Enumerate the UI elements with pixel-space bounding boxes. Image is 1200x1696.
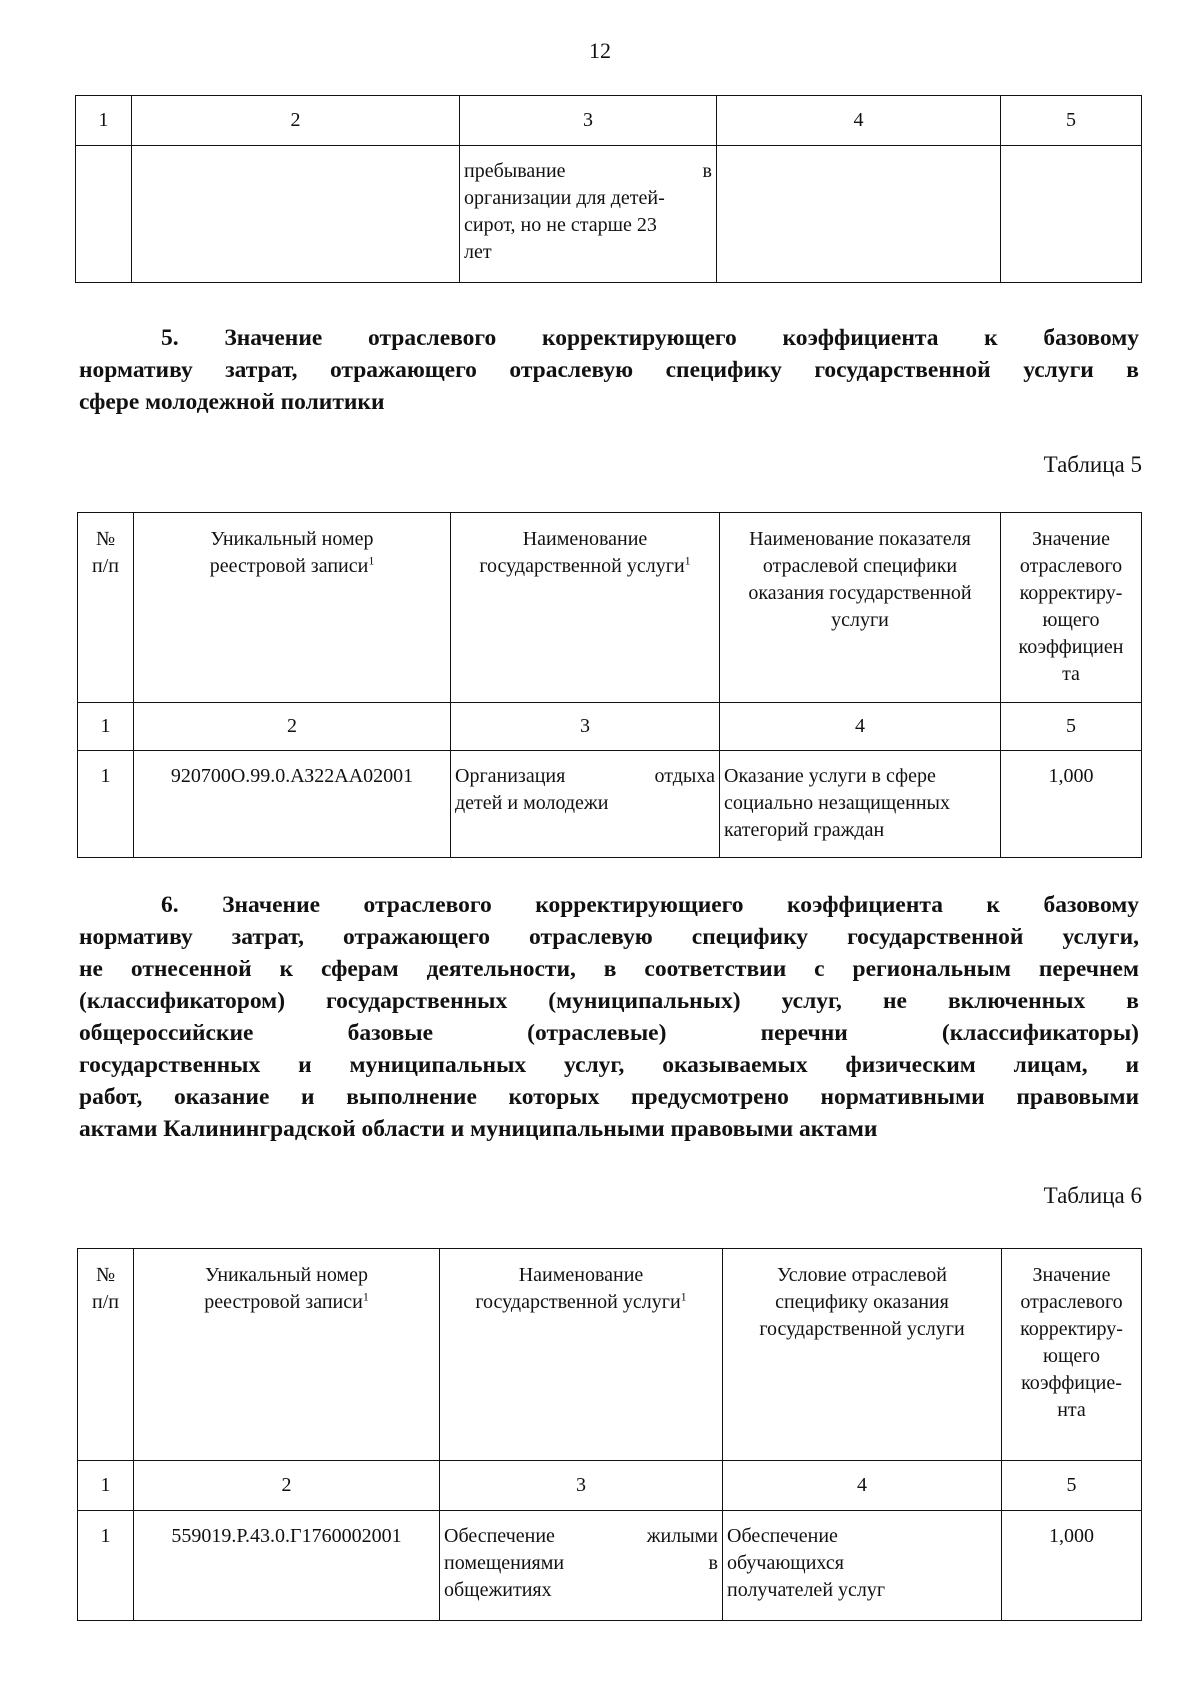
header-cell-service <box>440 1249 723 1461</box>
header-text: п/п <box>92 555 119 577</box>
header-text: реестровой записи <box>204 1291 363 1313</box>
service-cell <box>460 146 717 283</box>
cell-text: Обеспечение <box>727 1525 838 1547</box>
header-text: услуги <box>831 609 889 631</box>
heading-line: общероссийские базовые (отраслевые) перечни (классификаторы) <box>79 1020 1139 1046</box>
service-cell <box>440 1511 723 1621</box>
header-text: Уникальный номер <box>210 528 374 550</box>
heading-line: (классификатором) государственных (муниципальных) услуг, не включенных в <box>79 988 1139 1014</box>
cell-text: жилыми <box>646 1525 718 1547</box>
header-text: Наименование показателя <box>749 528 971 550</box>
heading-line: нормативу затрат, отражающего отраслевую специфику государственной услуги в <box>79 357 1139 383</box>
col-number: 3 <box>440 1461 723 1511</box>
cell-text: общежитиях <box>444 1579 552 1601</box>
footnote-mark: 1 <box>368 553 375 568</box>
table-row <box>76 146 1142 283</box>
header-cell-number <box>78 1249 134 1461</box>
col-number: 1 <box>78 703 134 751</box>
cell-text: категорий граждан <box>724 819 885 841</box>
table-cell <box>132 146 460 283</box>
col-number: 3 <box>460 96 717 146</box>
table-cell <box>76 146 132 283</box>
page-number: 12 <box>589 38 611 63</box>
header-text: отраслевой специфики <box>762 555 958 577</box>
table-cell <box>1001 146 1142 283</box>
header-text: государственной услуги <box>479 555 685 577</box>
header-text: отраслевого <box>1019 555 1123 577</box>
col-number: 4 <box>720 703 1001 751</box>
cell-text: Обеспечение <box>444 1525 555 1547</box>
header-text: № <box>95 528 116 550</box>
row-number: 1 <box>78 1511 134 1621</box>
header-text: нта <box>1057 1399 1086 1421</box>
heading-line: актами Калининградской области и муниципальными правовыми актами <box>79 1116 878 1142</box>
header-text: п/п <box>92 1291 119 1313</box>
registry-code: 559019.Р.43.0.Г1760002001 <box>134 1511 440 1621</box>
col-number: 2 <box>134 1461 440 1511</box>
table-row <box>78 1511 1142 1621</box>
coefficient-value: 1,000 <box>1002 1511 1142 1621</box>
indicator-cell <box>720 751 1001 858</box>
header-text: реестровой записи <box>209 555 369 577</box>
heading-line: нормативу затрат, отражающего отраслевую специфику государственной услуги, <box>79 924 1139 950</box>
numbering-row <box>76 96 1142 146</box>
cell-text: пребывание <box>464 160 566 182</box>
heading-line: не отнесенной к сферам деятельности, в соответствии с региональным перечнем <box>79 956 1139 982</box>
heading-line: 5. Значение отраслевого корректирующего коэффициента к базовому <box>161 325 1139 351</box>
table-row <box>78 751 1142 858</box>
col-number: 1 <box>78 1461 134 1511</box>
header-text: корректиру- <box>1019 582 1123 604</box>
row-number: 1 <box>78 751 134 858</box>
table-5 <box>77 512 1142 858</box>
section6-heading <box>79 889 1139 1145</box>
header-text: ющего <box>1042 609 1100 631</box>
cell-text: Организация <box>455 765 566 787</box>
footnote-mark: 1 <box>362 1289 369 1304</box>
header-text: та <box>1062 663 1080 685</box>
header-cell-coefficient <box>1002 1249 1142 1461</box>
header-row <box>78 1249 1142 1461</box>
cell-text: социально незащищенных <box>724 792 950 814</box>
header-text: ющего <box>1043 1345 1100 1367</box>
coefficient-value: 1,000 <box>1001 751 1142 858</box>
header-text: Наименование <box>522 528 648 550</box>
header-row <box>78 513 1142 703</box>
heading-line: 6. Значение отраслевого корректирующиего коэффициента к базовому <box>161 892 1139 918</box>
table-cell <box>717 146 1001 283</box>
cell-text: детей и молодежи <box>455 792 609 814</box>
table-6 <box>77 1248 1142 1621</box>
header-text: отраслевого <box>1020 1291 1123 1313</box>
cell-text: в <box>708 1552 718 1574</box>
col-number: 5 <box>1002 1461 1142 1511</box>
col-number: 2 <box>132 96 460 146</box>
numbering-row <box>78 1461 1142 1511</box>
header-cell-registry <box>134 513 451 703</box>
header-cell-coefficient <box>1001 513 1142 703</box>
header-text: Значение <box>1031 528 1111 550</box>
cell-text: помещениями <box>444 1552 565 1574</box>
header-cell-condition <box>723 1249 1002 1461</box>
cell-text: в <box>702 160 712 182</box>
col-number: 4 <box>723 1461 1002 1511</box>
cell-text: отдыха <box>654 765 715 787</box>
heading-line: работ, оказание и выполнение которых предусмотрено нормативными правовыми <box>79 1084 1139 1110</box>
col-number: 1 <box>76 96 132 146</box>
table6-label: Таблица 6 <box>1043 1183 1142 1208</box>
header-text: коэффицие- <box>1021 1372 1122 1394</box>
header-text: Уникальный номер <box>204 1264 369 1286</box>
header-text: оказания государственной <box>748 582 972 604</box>
header-text: корректиру- <box>1020 1318 1123 1340</box>
cell-text: Оказание услуги в сфере <box>724 765 936 787</box>
numbering-row <box>78 703 1142 751</box>
header-text: специфику оказания <box>775 1291 949 1313</box>
section5-heading <box>79 322 1139 418</box>
heading-line: государственных и муниципальных услуг, оказываемых физическим лицам, и <box>79 1052 1139 1078</box>
service-cell <box>451 751 720 858</box>
cell-text: сирот, но не старше 23 <box>464 214 657 236</box>
footnote-mark: 1 <box>684 553 691 568</box>
header-cell-service <box>451 513 720 703</box>
header-text: Наименование <box>518 1264 644 1286</box>
cell-text: обучающихся <box>727 1552 844 1574</box>
header-cell-indicator <box>720 513 1001 703</box>
table5-label: Таблица 5 <box>1043 452 1142 477</box>
condition-cell <box>723 1511 1002 1621</box>
continuation-table <box>75 95 1142 283</box>
col-number: 4 <box>717 96 1001 146</box>
cell-text: лет <box>464 241 492 263</box>
registry-code: 920700О.99.0.АЗ22АА02001 <box>134 751 451 858</box>
header-text: Условие отраслевой <box>777 1264 947 1286</box>
col-number: 2 <box>134 703 451 751</box>
col-number: 5 <box>1001 703 1142 751</box>
col-number: 5 <box>1001 96 1142 146</box>
header-cell-registry <box>134 1249 440 1461</box>
footnote-mark: 1 <box>680 1289 687 1304</box>
cell-text: получателей услуг <box>727 1579 886 1601</box>
cell-text: организации для детей- <box>464 187 665 209</box>
header-text: государственной услуги <box>475 1291 681 1313</box>
col-number: 3 <box>451 703 720 751</box>
header-text: Значение <box>1032 1264 1111 1286</box>
header-text: коэффициен <box>1018 636 1124 658</box>
header-text: государственной услуги <box>759 1318 965 1340</box>
heading-line: сфере молодежной политики <box>79 389 385 415</box>
header-cell-number <box>78 513 134 703</box>
header-text: № <box>95 1264 116 1286</box>
